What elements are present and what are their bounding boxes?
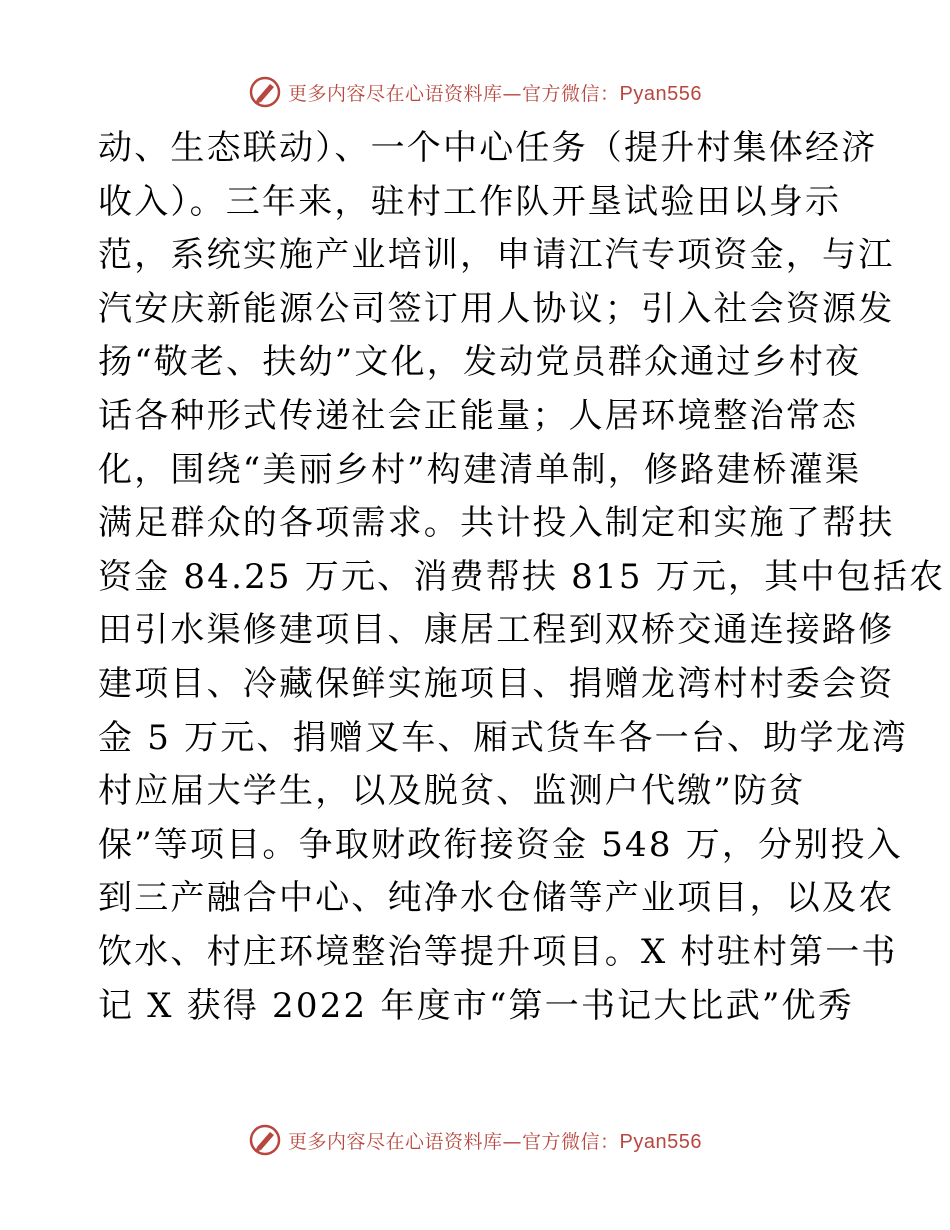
watermark-text: 更多内容尽在心语资料库—官方微信：Pyan556 [288,1130,702,1153]
body-line: 到三产融合中心、纯净水仓储等产业项目，以及农 [98,878,895,919]
body-line: 话各种形式传递社会正能量；人居环境整治常态 [98,395,859,436]
watermark-text: 更多内容尽在心语资料库—官方微信：Pyan556 [288,82,702,105]
body-line: 记 X 获得 2022 年度市“第一书记大比武”优秀 [98,985,854,1026]
wechat-id: Pyan556 [619,1130,702,1153]
body-line: 范，系统实施产业培训，申请江汽专项资金，与江 [98,235,895,276]
header-watermark [0,72,950,112]
body-line: 金 5 万元、捐赠叉车、厢式货车各一台、助学龙湾 [98,717,909,758]
pen-logo-icon [248,75,282,109]
body-line: 饮水、村庄环境整治等提升项目。X 村驻村第一书 [98,931,898,972]
document-body [98,122,946,1033]
body-line: 保”等项目。争取财政衔接资金 548 万，分别投入 [98,824,903,865]
pen-logo-icon [248,1123,282,1157]
body-line: 村应届大学生，以及脱贫、监测户代缴”防贫 [98,771,806,812]
body-line: 建项目、冷藏保鲜实施项目、捐赠龙湾村村委会资 [98,663,895,704]
body-line: 收入）。三年来，驻村工作队开垦试验田以身示 [98,181,842,222]
body-line: 田引水渠修建项目、康居工程到双桥交通连接路修 [98,610,895,651]
body-line: 扬“敬老、扶幼”文化，发动党员群众通过乡村夜 [98,342,862,383]
body-line: 动、生态联动）、一个中心任务（提升村集体经济 [98,128,878,168]
wechat-id: Pyan556 [619,82,702,105]
body-line: 汽安庆新能源公司签订用人协议；引入社会资源发 [98,288,895,329]
body-line: 资金 84.25 万元、消费帮扶 815 万元，其中包括农 [98,556,946,597]
body-line: 满足群众的各项需求。共计投入制定和实施了帮扶 [98,503,895,544]
body-line: 化，围绕“美丽乡村”构建清单制，修路建桥灌渠 [98,449,862,490]
footer-watermark [0,1120,950,1160]
